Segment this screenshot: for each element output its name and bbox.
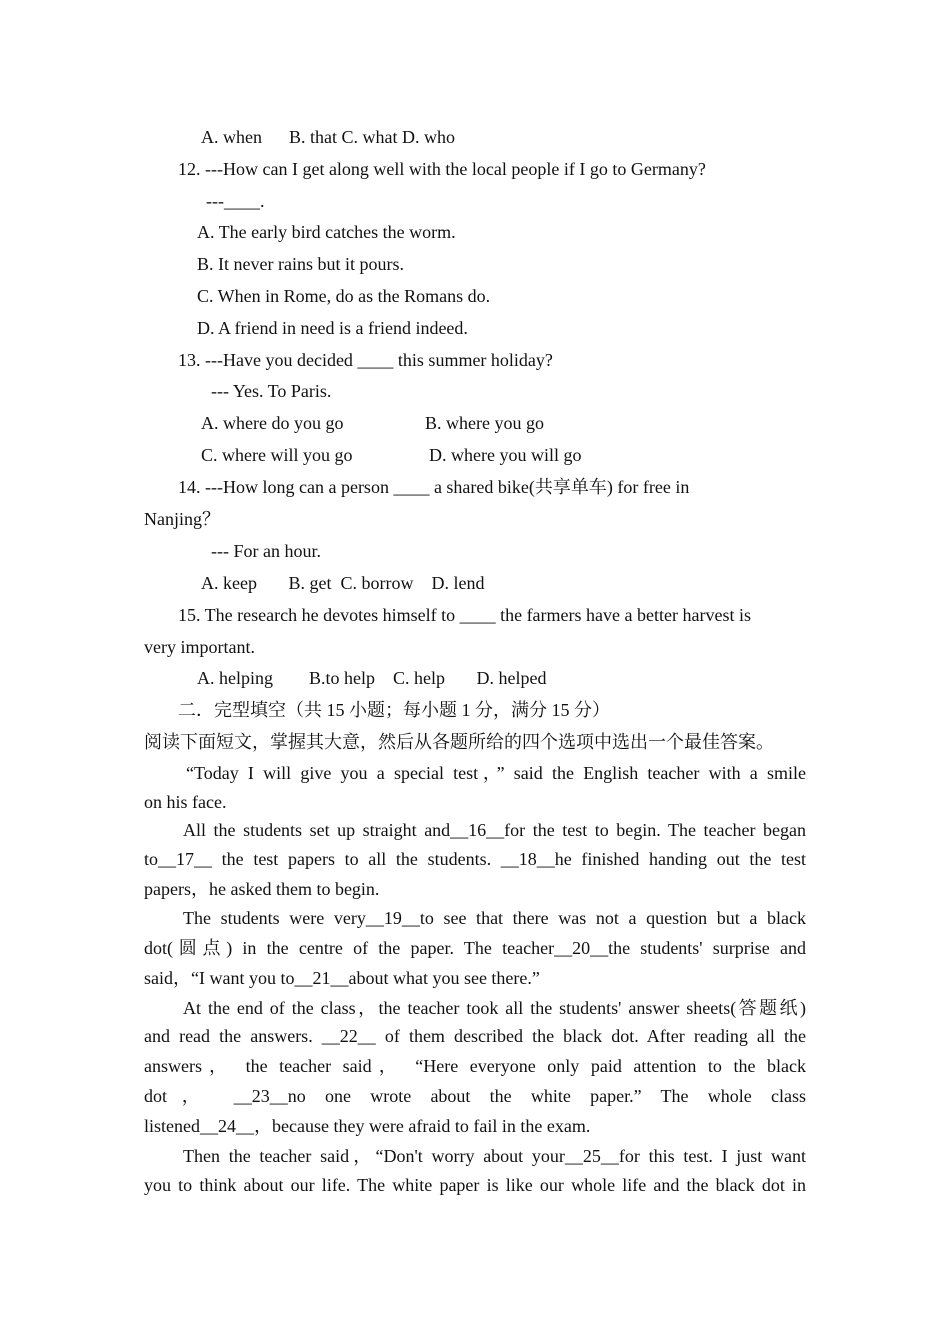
q14-stem: 14. ---How long can a person ____ a shared bike(共享单车) for free in xyxy=(178,477,690,497)
passage-line: on his face. xyxy=(144,792,227,812)
passage-line: Then the teacher said，“Don't worry about your__25__for this test. I just want xyxy=(183,1146,806,1166)
q13-option-c: C. where will you go xyxy=(201,445,353,465)
q12-option-d: D. A friend in need is a friend indeed. xyxy=(197,318,468,338)
q14-stem-cont: Nanjing？ xyxy=(144,509,220,529)
q12-stem: 12. ---How can I get along well with the local people if I go to Germany? xyxy=(178,159,706,179)
q14-options: A. keep B. get C. borrow D. lend xyxy=(201,573,485,593)
passage-line: All the students set up straight and__16__for the test to begin. The teacher began xyxy=(183,820,806,840)
q13-option-a: A. where do you go xyxy=(201,413,344,433)
q12-option-b: B. It never rains but it pours. xyxy=(197,254,404,274)
passage-line: dot， __23__no one wrote about the white paper.” The whole class xyxy=(144,1086,806,1106)
q15-stem: 15. The research he devotes himself to ____ the farmers have a better harvest is xyxy=(178,605,751,625)
passage-line: listened__24__，because they were afraid to fail in the exam. xyxy=(144,1116,591,1136)
q15-options: A. helping B.to help C. help D. helped xyxy=(197,668,547,688)
q13-stem: 13. ---Have you decided ____ this summer holiday? xyxy=(178,350,553,370)
passage-line: At the end of the class，the teacher took all the students' answer sheets(答题纸) xyxy=(183,998,806,1018)
passage-line: to__17__ the test papers to all the students. __18__he finished handing out the test xyxy=(144,849,806,869)
q14-reply: --- For an hour. xyxy=(211,541,321,561)
q15-stem-cont: very important. xyxy=(144,637,255,657)
passage-line: you to think about our life. The white paper is like our whole life and the black dot in xyxy=(144,1175,806,1195)
q11-options: A. when B. that C. what D. who xyxy=(201,127,455,147)
q12-option-c: C. When in Rome, do as the Romans do. xyxy=(197,286,491,306)
q13-reply: --- Yes. To Paris. xyxy=(211,381,332,401)
passage-line: answers， the teacher said， “Here everyone only paid attention to the black xyxy=(144,1056,806,1076)
passage-line: and read the answers. __22__ of them described the black dot. After reading all the xyxy=(144,1026,806,1046)
q12-option-a: A. The early bird catches the worm. xyxy=(197,222,456,242)
passage-line: The students were very__19__to see that there was not a question but a black xyxy=(183,908,806,928)
passage-line: papers，he asked them to begin. xyxy=(144,879,380,899)
q13-option-b: B. where you go xyxy=(425,413,544,433)
section-instruction: 阅读下面短文，掌握其大意，然后从各题所给的四个选项中选出一个最佳答案。 xyxy=(144,732,774,752)
q12-reply: ---____. xyxy=(206,191,265,211)
passage-line: dot(圆点) in the centre of the paper. The teacher__20__the students' surprise and xyxy=(144,938,806,958)
passage-line: “Today I will give you a special test，” said the English teacher with a smile xyxy=(186,763,806,783)
passage-line: said，“I want you to__21__about what you see there.” xyxy=(144,968,540,988)
q13-option-d: D. where you will go xyxy=(429,445,582,465)
section-heading: 二．完型填空（共 15 小题；每小题 1 分，满分 15 分） xyxy=(178,700,610,720)
